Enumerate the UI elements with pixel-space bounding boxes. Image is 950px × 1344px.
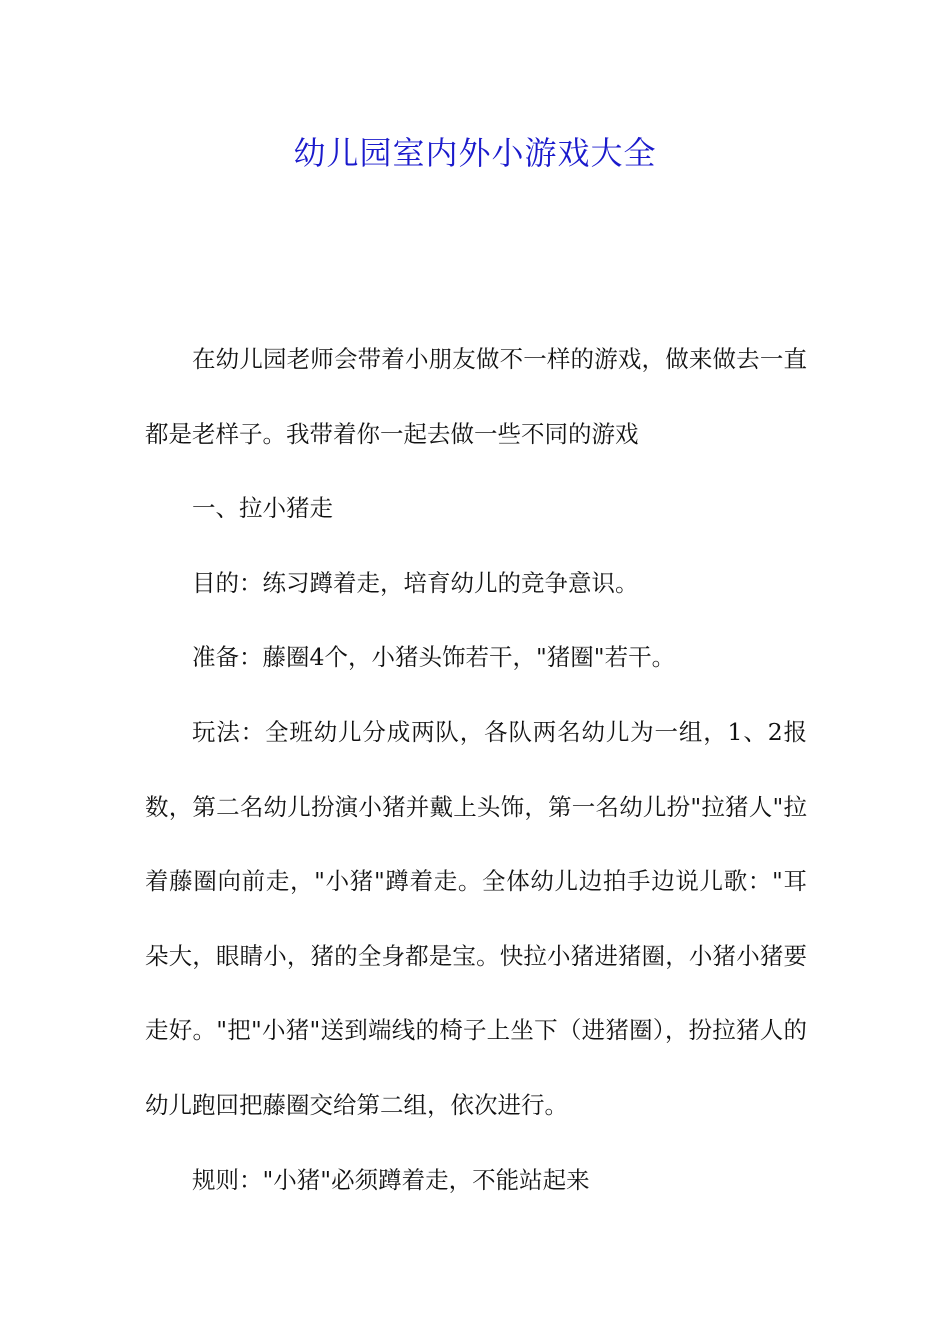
preparation-paragraph: 准备：藤圈4个，小猪头饰若干，"猪圈"若干。 bbox=[192, 643, 676, 672]
section-heading: 一、拉小猪走 bbox=[192, 494, 333, 523]
rules-paragraph: 规则："小猪"必须蹲着走，不能站起来 bbox=[192, 1165, 590, 1194]
gameplay-paragraph: 玩法：全班幼儿分成两队，各队两名幼儿为一组，1、2报数，第二名幼儿扮演小猪并戴上头饰，第一名幼儿扮"拉猪人"拉着藤圈向前走，"小猪"蹲着走。全体幼儿边拍手边说儿歌："耳朵大，眼睛小，猪的全身都是宝。快拉小猪进猪圈，小猪小猪要走好。"把"小猪"送到端线的椅子上坐下（进猪圈），扮拉猪人的幼儿跑回把藤圈交给第二组，依次进行。 bbox=[145, 717, 807, 1119]
document-title: 幼儿园室内外小游戏大全 bbox=[293, 134, 657, 172]
purpose-paragraph: 目的：练习蹲着走，培育幼儿的竞争意识。 bbox=[192, 568, 639, 597]
document-body bbox=[145, 322, 807, 1217]
intro-paragraph: 在幼儿园老师会带着小朋友做不一样的游戏，做来做去一直都是老样子。我带着你一起去做一些不同的游戏 bbox=[145, 345, 807, 448]
